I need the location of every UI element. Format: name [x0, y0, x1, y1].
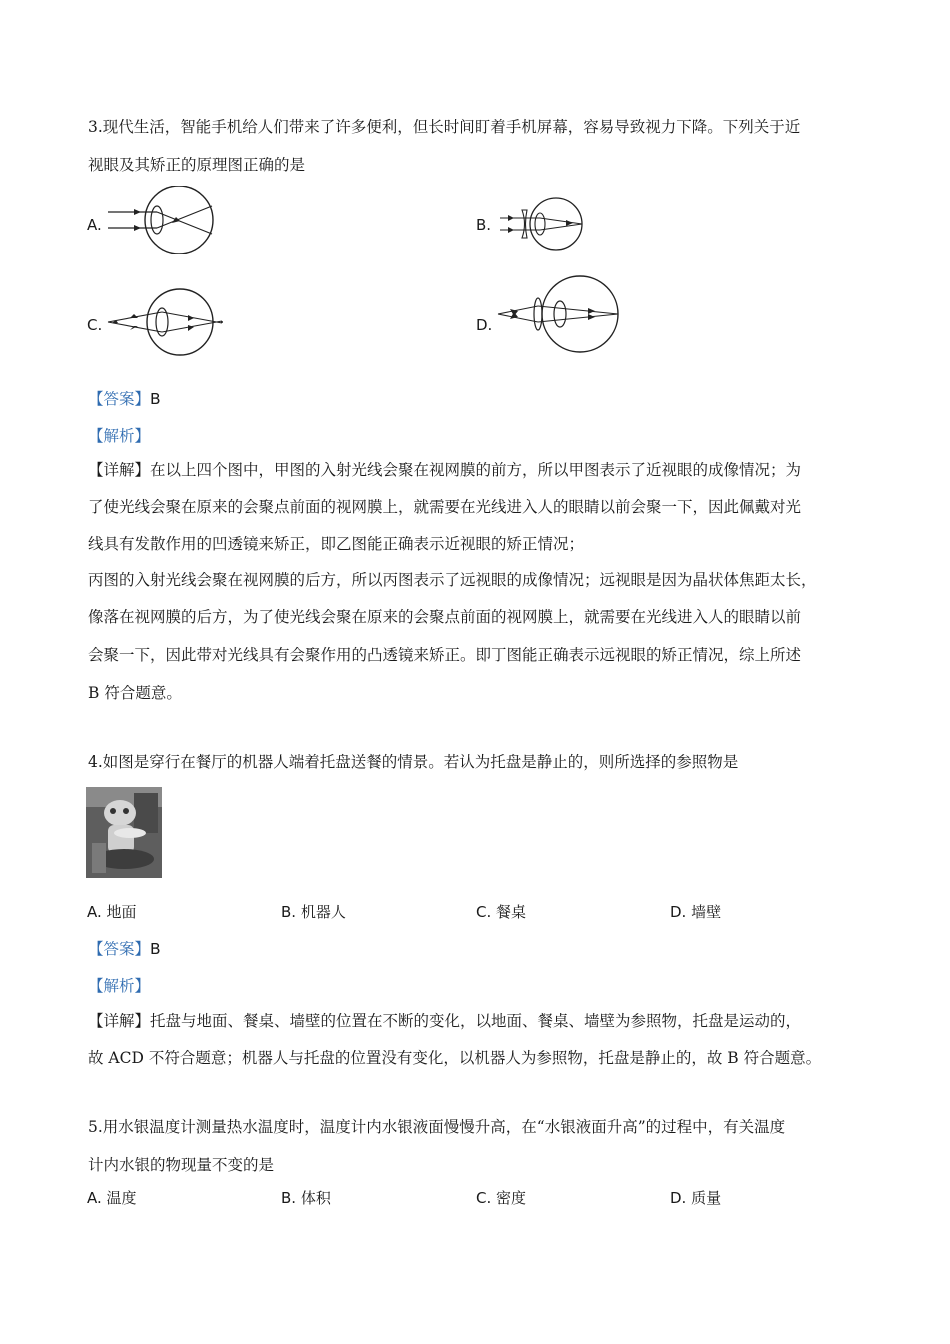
- q3-option-c-label: C.: [87, 316, 103, 334]
- q3-detail-line2: 了使光线会聚在原来的会聚点前面的视网膜上，就需要在光线进入人的眼睛以前会聚一下，因此佩戴对光: [88, 498, 802, 516]
- q5-stem-line1: 5.用水银温度计测量热水温度时，温度计内水银液面慢慢升高，在“水银液面升高”的过程中，有关温度: [88, 1118, 786, 1136]
- q4-option-b: B. 机器人: [281, 903, 346, 921]
- q3-figure-d: [494, 272, 624, 356]
- q3-stem-line1: 3.现代生活，智能手机给人们带来了许多便利，但长时间盯着手机屏幕，容易导致视力下降。下列关于近: [88, 118, 801, 136]
- q3-option-d-label: D.: [476, 316, 493, 334]
- q3-figure-b: [494, 196, 586, 252]
- q5-option-d: D. 质量: [670, 1189, 722, 1207]
- robot-photo: [86, 787, 162, 878]
- q3-detail-text: 在以上四个图中，甲图的入射光线会聚在视网膜的前方，所以甲图表示了近视眼的成像情况；为: [150, 461, 802, 479]
- q4-analysis-tag: 【解析】: [88, 977, 151, 995]
- q5-option-b: B. 体积: [281, 1189, 331, 1207]
- q3-figure-a: [104, 186, 219, 254]
- q4-option-d: D. 墙壁: [670, 903, 722, 921]
- q3-answer-value: B: [150, 390, 161, 408]
- q4-option-c: C. 餐桌: [476, 903, 527, 921]
- q4-detail-line1: [88, 1011, 801, 1031]
- q3-stem-line2: 视眼及其矫正的原理图正确的是: [88, 156, 306, 174]
- q3-answer-tag: 【答案】: [88, 390, 151, 408]
- q5-option-a: A. 温度: [87, 1189, 137, 1207]
- q3-figure-c: [104, 286, 226, 358]
- q3-detail-line1: [88, 460, 801, 480]
- q3-option-a-label: A.: [87, 216, 102, 234]
- q3-detail-line6: 会聚一下，因此带对光线具有会聚作用的凸透镜来矫正。即丁图能正确表示远视眼的矫正情况，综上所述: [88, 646, 802, 664]
- q3-detail-line5: 像落在视网膜的后方，为了使光线会聚在原来的会聚点前面的视网膜上，就需要在光线进入人的眼睛以前: [88, 608, 802, 626]
- q3-detail-tag: 【详解】: [88, 461, 151, 479]
- q3-detail-line7: B 符合题意。: [88, 684, 182, 702]
- q4-option-a: A. 地面: [87, 903, 137, 921]
- q3-analysis-tag: 【解析】: [88, 427, 151, 445]
- q3-detail-line3: 线具有发散作用的凹透镜来矫正，即乙图能正确表示近视眼的矫正情况；: [88, 535, 585, 553]
- q4-answer-value: B: [150, 940, 161, 958]
- q3-answer: [88, 389, 161, 409]
- q4-detail-line2: 故 ACD 不符合题意；机器人与托盘的位置没有变化，以机器人为参照物，托盘是静止的，故 B 符合题意。: [88, 1049, 822, 1067]
- q4-detail-text: 托盘与地面、餐桌、墙壁的位置在不断的变化，以地面、餐桌、墙壁为参照物，托盘是运动的，: [150, 1012, 802, 1030]
- q5-option-c: C. 密度: [476, 1189, 527, 1207]
- q4-detail-tag: 【详解】: [88, 1012, 151, 1030]
- q3-option-b-label: B.: [476, 216, 492, 234]
- q4-answer: [88, 939, 161, 959]
- q5-stem-line2: 计内水银的物现量不变的是: [88, 1156, 275, 1174]
- q4-answer-tag: 【答案】: [88, 940, 151, 958]
- q4-stem: 4.如图是穿行在餐厅的机器人端着托盘送餐的情景。若认为托盘是静止的，则所选择的参照物是: [88, 753, 739, 771]
- q3-detail-line4: 丙图的入射光线会聚在视网膜的后方，所以丙图表示了远视眼的成像情况；远视眼是因为晶状体焦距太长，: [88, 571, 817, 589]
